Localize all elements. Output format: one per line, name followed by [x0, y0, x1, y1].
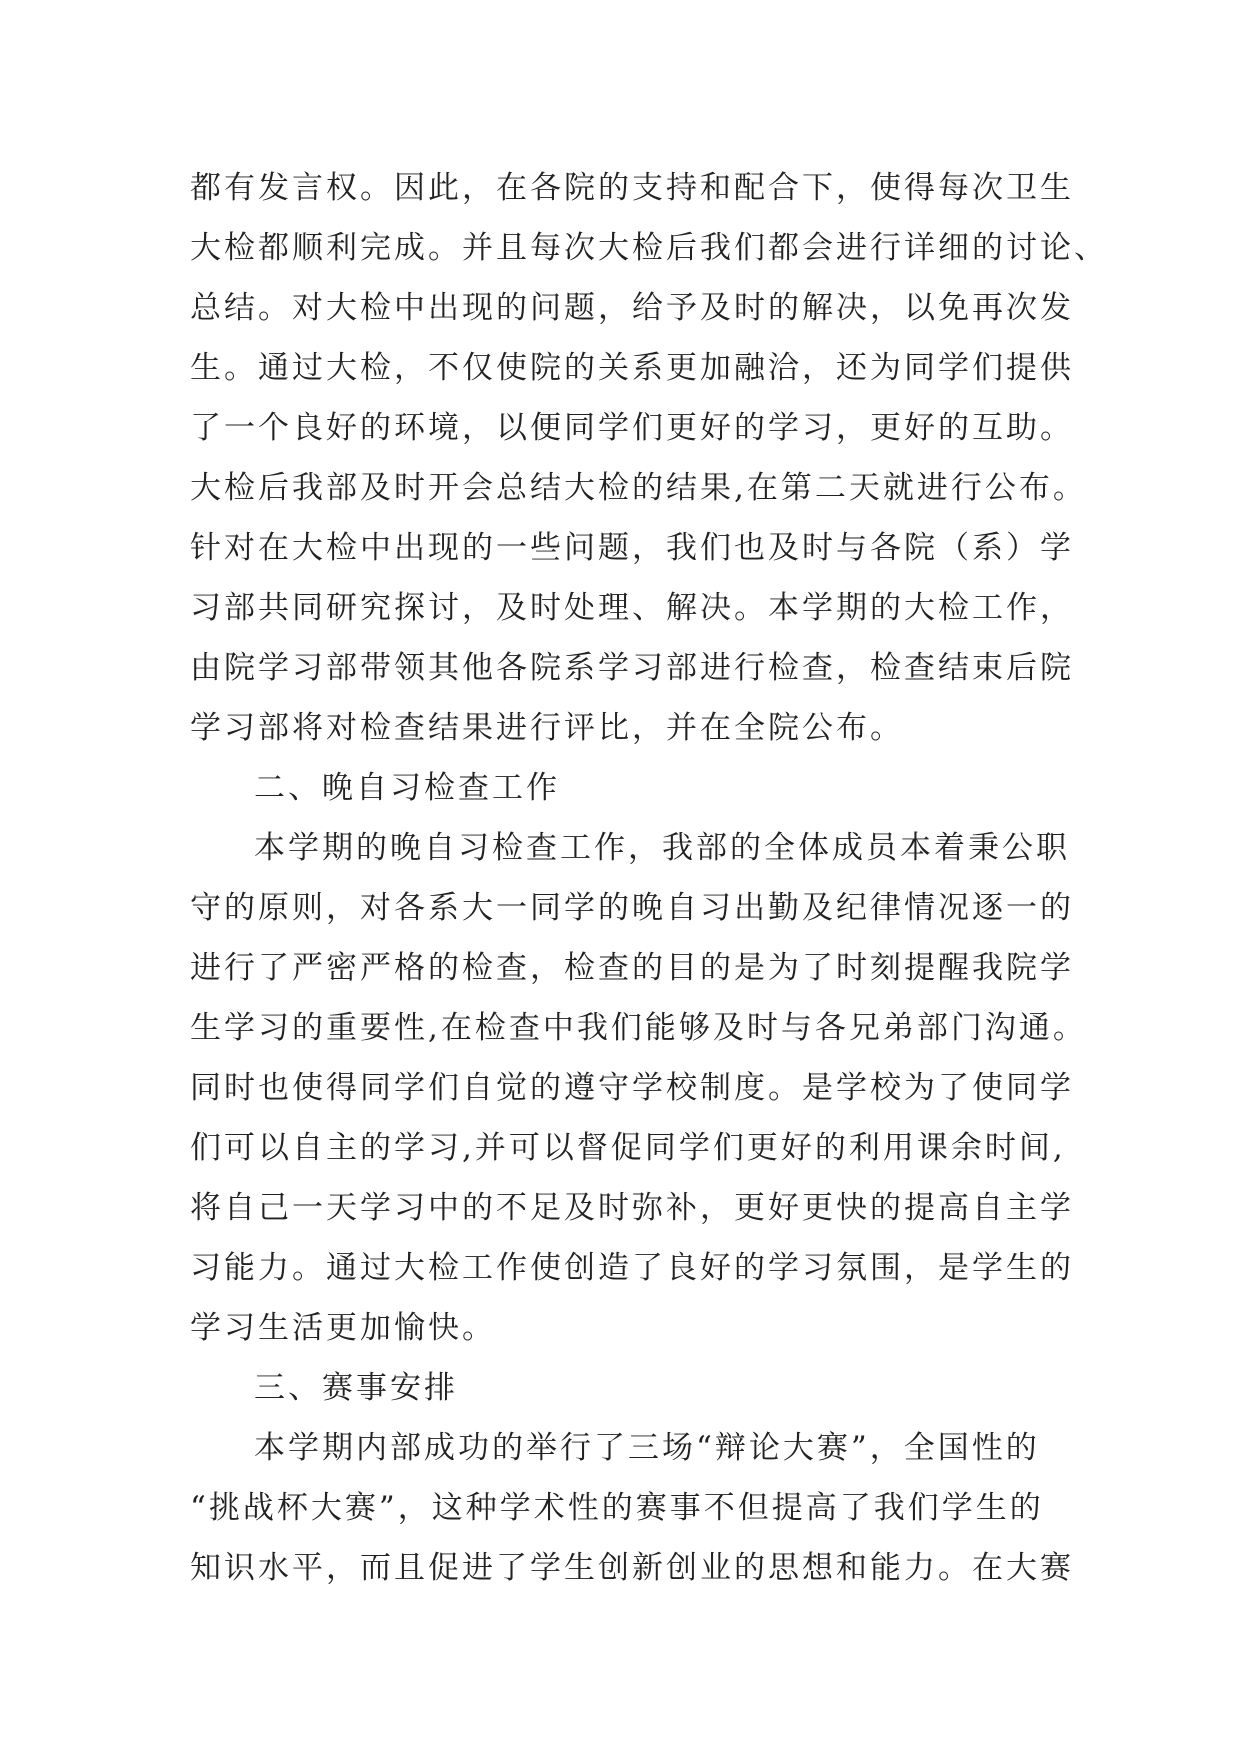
text-line: 进行了严密严格的检查，检查的目的是为了时刻提醒我院学 — [190, 950, 1074, 986]
text-line: “挑战杯大赛”，这种学术性的赛事不但提高了我们学生的 — [190, 1490, 1044, 1526]
text-line: 习能力。通过大检工作使创造了良好的学习氛围，是学生的 — [190, 1250, 1074, 1286]
text-line: 针对在大检中出现的一些问题，我们也及时与各院（系）学 — [190, 530, 1074, 566]
text-line: 大检后我部及时开会总结大检的结果,在第二天就进行公布。 — [190, 470, 1087, 506]
text-line: 生学习的重要性,在检查中我们能够及时与各兄弟部门沟通。 — [190, 1010, 1087, 1046]
text-line: 都有发言权。因此，在各院的支持和配合下，使得每次卫生 — [190, 170, 1074, 206]
text-line: 同时也使得同学们自觉的遵守学校制度。是学校为了使同学 — [190, 1070, 1074, 1106]
text-line: 总结。对大检中出现的问题，给予及时的解决，以免再次发 — [190, 290, 1074, 326]
text-line: 三、赛事安排 — [254, 1370, 458, 1406]
text-line: 本学期内部成功的举行了三场“辩论大赛”，全国性的 — [254, 1430, 1040, 1466]
text-line: 知识水平，而且促进了学生创新创业的思想和能力。在大赛 — [190, 1550, 1074, 1586]
text-line: 学习生活更加愉快。 — [190, 1310, 496, 1346]
text-line: 生。通过大检，不仅使院的关系更加融洽，还为同学们提供 — [190, 350, 1074, 386]
text-line: 由院学习部带领其他各院系学习部进行检查，检查结束后院 — [190, 650, 1074, 686]
text-line: 习部共同研究探讨，及时处理、解决。本学期的大检工作， — [190, 590, 1074, 626]
text-line: 守的原则，对各系大一同学的晚自习出勤及纪律情况逐一的 — [190, 890, 1074, 926]
text-line: 大检都顺利完成。并且每次大检后我们都会进行详细的讨论、 — [190, 230, 1108, 266]
text-line: 二、晚自习检查工作 — [254, 770, 560, 806]
text-line: 学习部将对检查结果进行评比，并在全院公布。 — [190, 710, 904, 746]
text-line: 们可以自主的学习,并可以督促同学们更好的利用课余时间, — [190, 1130, 1066, 1166]
text-line: 本学期的晚自习检查工作，我部的全体成员本着秉公职 — [254, 830, 1070, 866]
text-line: 了一个良好的环境，以便同学们更好的学习，更好的互助。 — [190, 410, 1074, 446]
text-line: 将自己一天学习中的不足及时弥补，更好更快的提高自主学 — [190, 1190, 1074, 1226]
document-body — [190, 158, 1108, 1598]
